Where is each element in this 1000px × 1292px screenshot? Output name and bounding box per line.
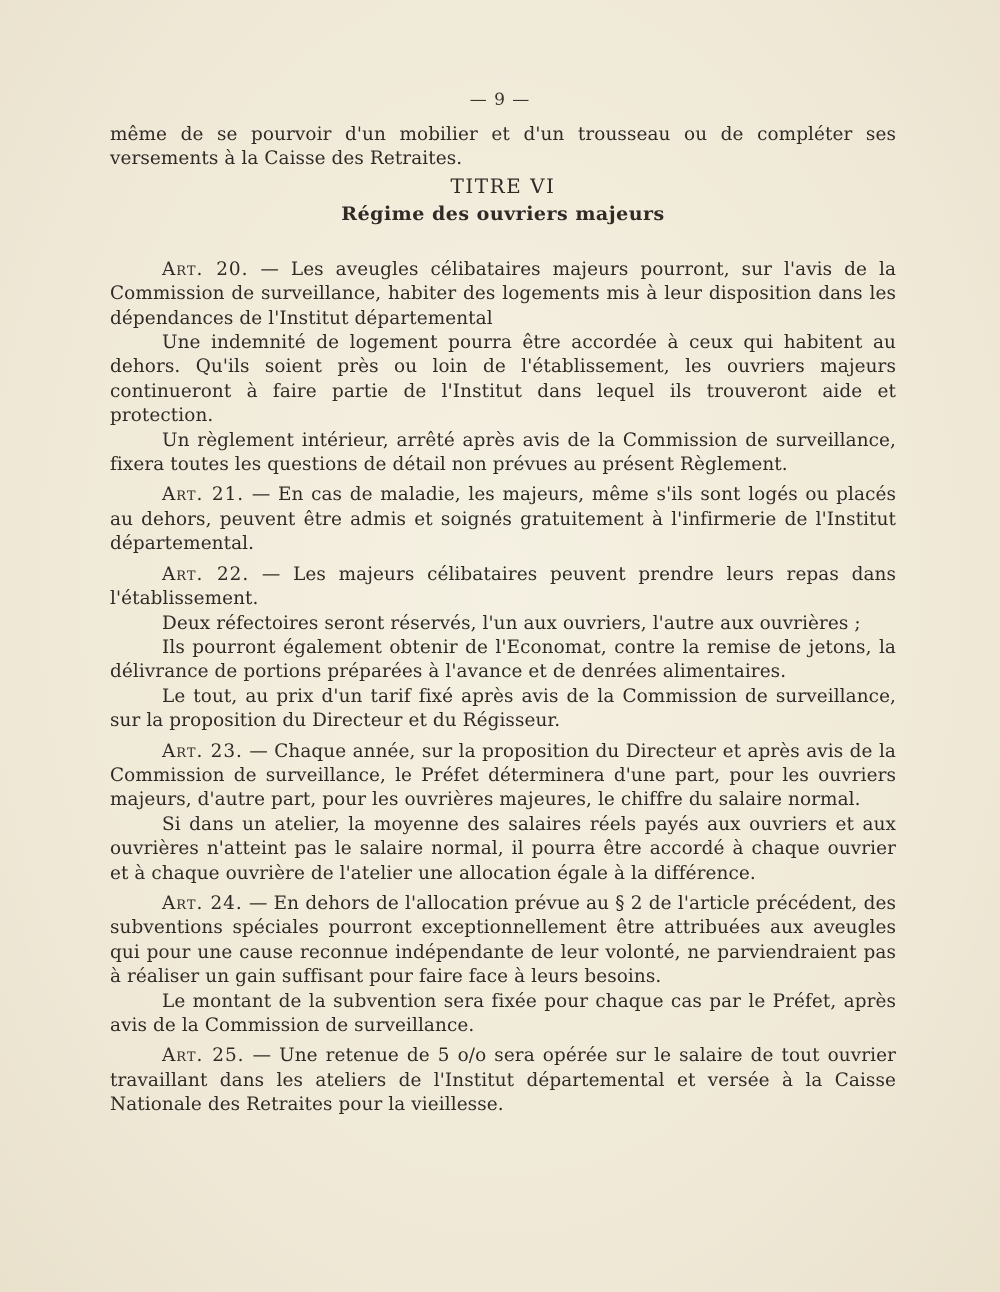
article-text: — Les majeurs célibataires peuvent prendre leurs repas dans l'établissement. [110, 563, 897, 610]
article-21-paragraph-1 [110, 483, 896, 556]
article-label: Art. 22. [162, 563, 250, 585]
article-22-paragraph-1 [110, 563, 896, 612]
article-25-paragraph-1 [110, 1044, 896, 1117]
article-22-paragraph-3: Ils pourront également obtenir de l'Economat, contre la remise de jetons, la délivrance de portions préparées à l'avance et de denrées alimentaires. [110, 636, 896, 683]
article-23-paragraph-1 [110, 740, 896, 813]
article-text: — En cas de maladie, les majeurs, même s'ils sont logés ou placés au dehors, peuvent être admis et soignés gratuitement à l'infirmerie de l'Institut départemental. [110, 484, 897, 555]
article-22-paragraph-4: Le tout, au prix d'un tarif fixé après avis de la Commission de surveillance, sur la proposition du Directeur et du Régisseur. [110, 685, 896, 732]
article-20-paragraph-2: Une indemnité de logement pourra être accordée à ceux qui habitent au dehors. Qu'ils soient près ou loin de l'établissement, les ouvriers majeurs continueront à faire partie de l'Institut dans lequel ils trouveront aide et protection. [110, 332, 896, 427]
section-heading: Régime des ouvriers majeurs [341, 202, 665, 225]
article-23-paragraph-2: Si dans un atelier, la moyenne des salaires réels payés aux ouvriers et aux ouvrières n'atteint pas le salaire normal, il pourra être accordé à chaque ouvrier et à chaque ouvrière de l'atelier une allocation égale à la différence. [110, 813, 896, 884]
article-label: Art. 23. [162, 740, 243, 762]
page-body [110, 123, 896, 1118]
section-title: TITRE VI [450, 173, 556, 198]
article-text: — Chaque année, sur la proposition du Directeur et après avis de la Commission de surveillance, le Préfet déterminera d'une part, pour les ouvriers majeurs, d'autre part, pour les ouvrières majeures, le chiffre du salaire normal. [110, 740, 896, 811]
article-24-paragraph-1 [110, 892, 896, 990]
article-label: Art. 20. [162, 258, 249, 280]
article-text: — En dehors de l'allocation prévue au § 2 de l'article précédent, des subventions spéciales pourront exceptionnellement être attribuées aux aveugles qui pour une cause reconnue indépendante de leur volonté, ne parviendraient pas à réaliser un gain suffisant pour faire face à leurs besoins. [110, 892, 896, 988]
article-label: Art. 21. [162, 484, 245, 506]
article-20-paragraph-3: Un règlement intérieur, arrêté après avis de la Commission de surveillance, fixera toutes les questions de détail non prévues au présent Règlement. [110, 429, 896, 476]
article-label: Art. 25. [162, 1045, 245, 1067]
continuation-paragraph: même de se pourvoir d'un mobilier et d'un trousseau ou de compléter ses versements à la Caisse des Retraites. [110, 124, 896, 170]
article-text: — Une retenue de 5 o/o sera opérée sur le salaire de tout ouvrier travaillant dans les ateliers de l'Institut départemental et versée à la Caisse Nationale des Retraites pour la vieillesse. [110, 1045, 896, 1116]
article-22-paragraph-2: Deux réfectoires seront réservés, l'un aux ouvriers, l'autre aux ouvrières ; [162, 612, 861, 634]
article-20-paragraph-1 [110, 258, 896, 331]
article-text: — Les aveugles célibataires majeurs pourront, sur l'avis de la Commission de surveillance, habiter des logements mis à leur disposition dans les dépendances de l'Institut départemental [110, 258, 897, 329]
article-label: Art. 24. [162, 892, 243, 914]
article-24-paragraph-2: Le montant de la subvention sera fixée pour chaque cas par le Préfet, après avis de la Commission de surveillance. [110, 990, 896, 1036]
page-number: — 9 — [469, 90, 531, 110]
